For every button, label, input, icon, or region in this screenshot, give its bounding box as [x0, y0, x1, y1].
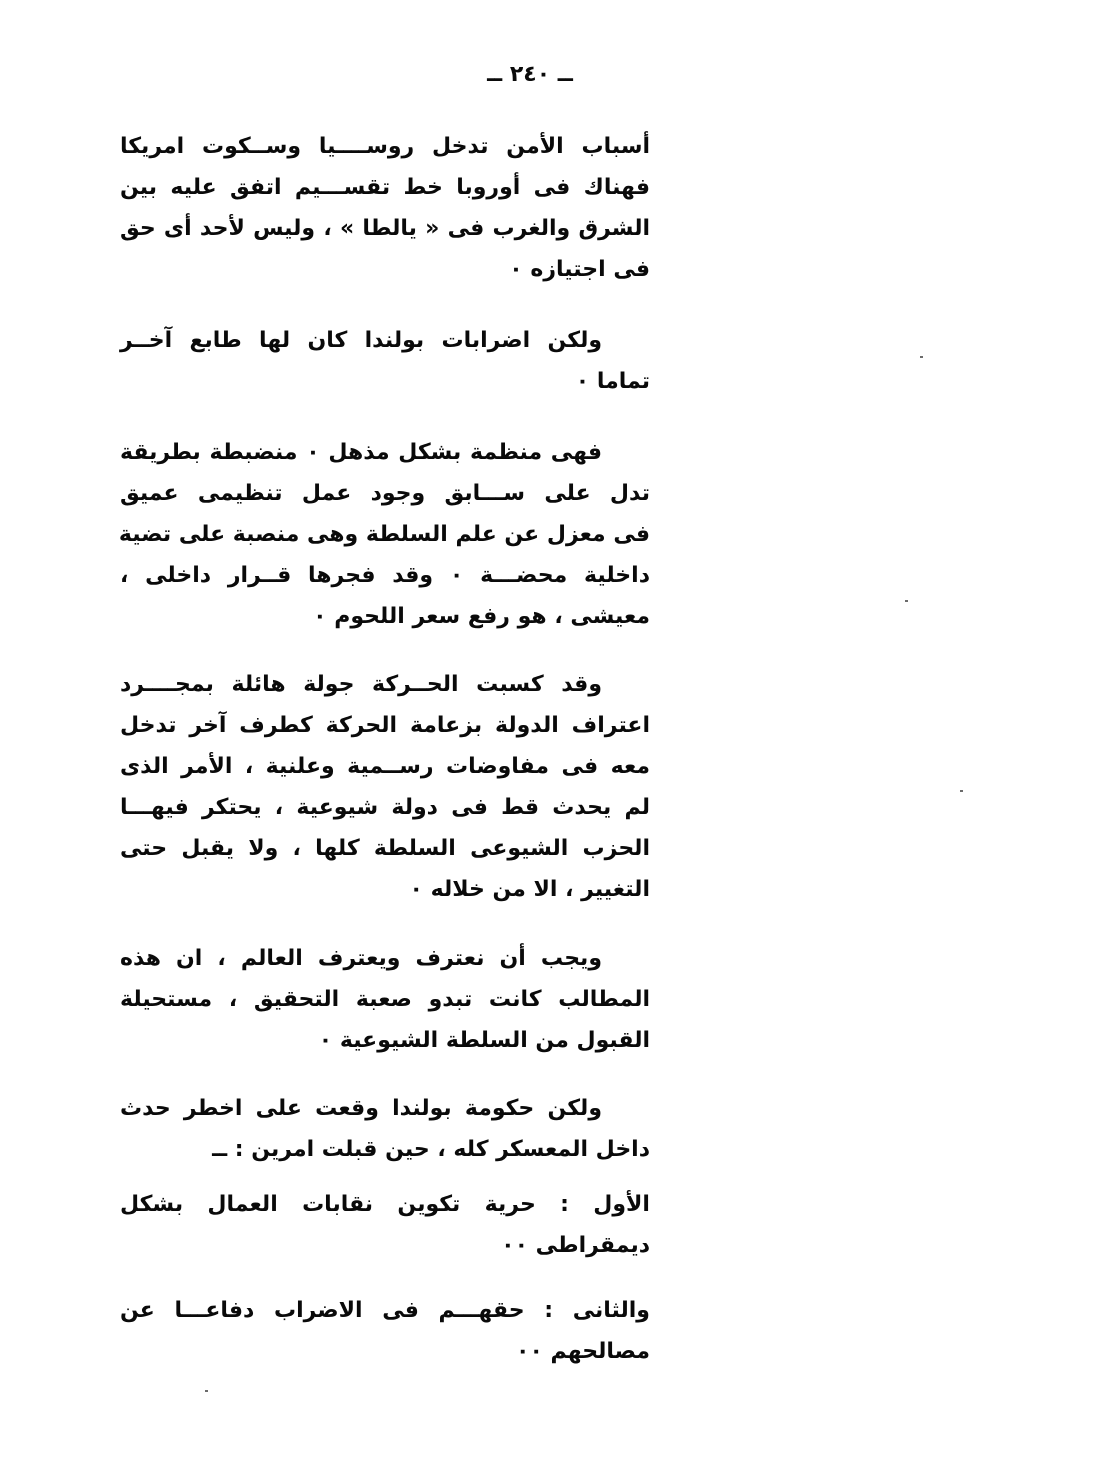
paragraph-7	[120, 1184, 650, 1266]
line-text: حرية تكوين نقابات العمال بشكل	[120, 1192, 536, 1217]
paragraph-8	[120, 1290, 650, 1372]
paragraph-line	[120, 1184, 650, 1225]
paragraph-line: معيشى ، هو رفع سعر اللحوم ٠	[313, 604, 650, 629]
paragraph-5	[120, 938, 650, 1061]
paragraph-line	[120, 1290, 650, 1331]
paragraph-line: أسباب الأمن تدخل روســــيا وســكوت امريكا	[120, 134, 650, 159]
lead-word: والثانى :	[544, 1298, 650, 1323]
scan-speck	[960, 790, 963, 792]
paragraph-line: الحزب الشيوعى السلطة كلها ، ولا يقبل حتى	[120, 836, 650, 861]
paragraph-line: المطالب كانت تبدو صعبة التحقيق ، مستحيلة	[120, 987, 650, 1012]
paragraph-line: مصالحهم ٠٠	[516, 1339, 650, 1364]
paragraph-2	[120, 320, 650, 402]
paragraph-line: ولكن اضرابات بولندا كان لها طابع آخــر	[120, 328, 602, 353]
paragraph-line: داخل المعسكر كله ، حين قبلت امرين : ــ	[212, 1137, 650, 1162]
paragraph-1	[120, 126, 650, 290]
paragraph-line: فهى منظمة بشكل مذهل ٠ منضبطة بطريقة	[120, 440, 602, 465]
page-number: ــ ٢٤٠ ــ	[487, 62, 573, 87]
scan-speck	[905, 600, 908, 602]
paragraph-line: وقد كسبت الحــركة جولة هائلة بمجــــرد	[120, 672, 602, 697]
paragraph-4	[120, 664, 650, 910]
paragraph-6	[120, 1088, 650, 1170]
scan-speck	[205, 1390, 208, 1392]
paragraph-line: اعتراف الدولة بزعامة الحركة كطرف آخر تدخل	[120, 713, 650, 738]
paragraph-line: لم يحدث قط فى دولة شيوعية ، يحتكر فيهـــا	[120, 795, 650, 820]
paragraph-line: ويجب أن نعترف ويعترف العالم ، ان هذه	[120, 946, 602, 971]
paragraph-line: داخلية محضـــة ٠ وقد فجرها قــرار داخلى ،	[120, 563, 650, 588]
paragraph-line: القبول من السلطة الشيوعية ٠	[318, 1028, 650, 1053]
paragraph-line: معه فى مفاوضات رســمية وعلنية ، الأمر الذى	[120, 754, 650, 779]
scan-speck	[920, 356, 923, 358]
line-text: حقهـــم فى الاضراب دفاعـــا عن	[120, 1298, 525, 1323]
lead-word: الأول :	[560, 1192, 650, 1217]
paragraph-line: فهناك فى أوروبا خط تقســـيم اتفق عليه بين	[120, 175, 650, 200]
paragraph-line: فى اجتيازه ٠	[509, 257, 650, 282]
paragraph-line: التغيير ، الا من خلاله ٠	[409, 877, 650, 902]
paragraph-line: ديمقراطى ٠٠	[501, 1233, 650, 1258]
paragraph-3	[120, 432, 650, 637]
paragraph-line: تماما ٠	[575, 369, 650, 394]
paragraph-line: ولكن حكومة بولندا وقعت على اخطر حدث	[120, 1096, 602, 1121]
paragraph-line: الشرق والغرب فى « يالطا » ، وليس لأحد أى حق	[120, 216, 650, 241]
paragraph-line: تدل على ســـابق وجود عمل تنظيمى عميق	[120, 481, 650, 506]
paragraph-line: فى معزل عن علم السلطة وهى منصبة على تضية	[118, 522, 650, 547]
